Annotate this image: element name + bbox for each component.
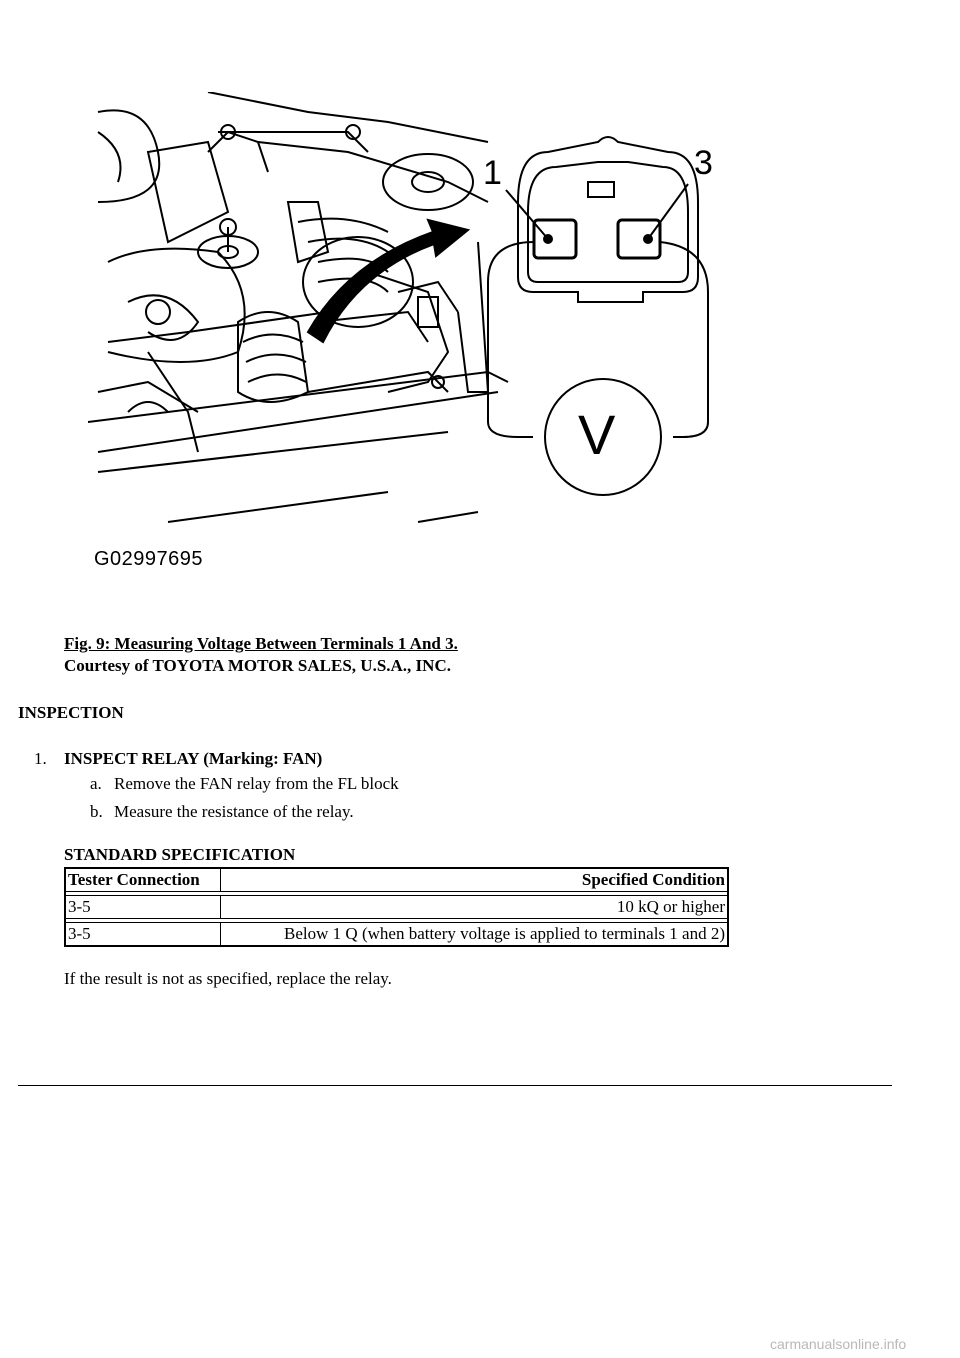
table-row (65, 923, 728, 947)
figure-caption: Fig. 9: Measuring Voltage Between Terminals 1 And 3. (64, 634, 458, 653)
table-header-row (65, 868, 728, 892)
footer-divider (18, 1085, 892, 1086)
engine-connector-diagram (88, 92, 738, 582)
voltmeter-symbol: V (578, 403, 616, 466)
terminal-1-label: 1 (483, 154, 502, 192)
figure-courtesy: Courtesy of TOYOTA MOTOR SALES, U.S.A., INC. (64, 656, 451, 675)
substep-text: Remove the FAN relay from the FL block (114, 774, 399, 793)
figure-code: G02997695 (94, 548, 204, 570)
cell-condition: Below 1 Q (when battery voltage is applied to terminals 1 and 2) (221, 923, 729, 947)
substep-text: Measure the resistance of the relay. (114, 802, 354, 821)
section-title: INSPECTION (18, 703, 124, 722)
figure-illustration (88, 92, 738, 582)
substep-letter: b. (90, 802, 103, 821)
substep-letter: a. (90, 774, 102, 793)
watermark: carmanualsonline.info (770, 1336, 907, 1352)
terminal-3-label: 3 (694, 144, 713, 182)
header-specified-condition: Specified Condition (221, 868, 729, 892)
substep-b (90, 802, 354, 822)
step-title: INSPECT RELAY (Marking: FAN) (64, 749, 323, 768)
spec-table (64, 867, 729, 947)
step-number: 1. (34, 749, 47, 768)
header-tester-connection: Tester Connection (65, 868, 221, 892)
cell-condition: 10 kQ or higher (221, 896, 729, 919)
result-note: If the result is not as specified, replace the relay. (64, 969, 392, 988)
table-row (65, 896, 728, 919)
substep-a (90, 774, 399, 794)
cell-connection: 3-5 (65, 923, 221, 947)
spec-title: STANDARD SPECIFICATION (64, 845, 296, 864)
cell-connection: 3-5 (65, 896, 221, 919)
step-1 (34, 749, 322, 769)
